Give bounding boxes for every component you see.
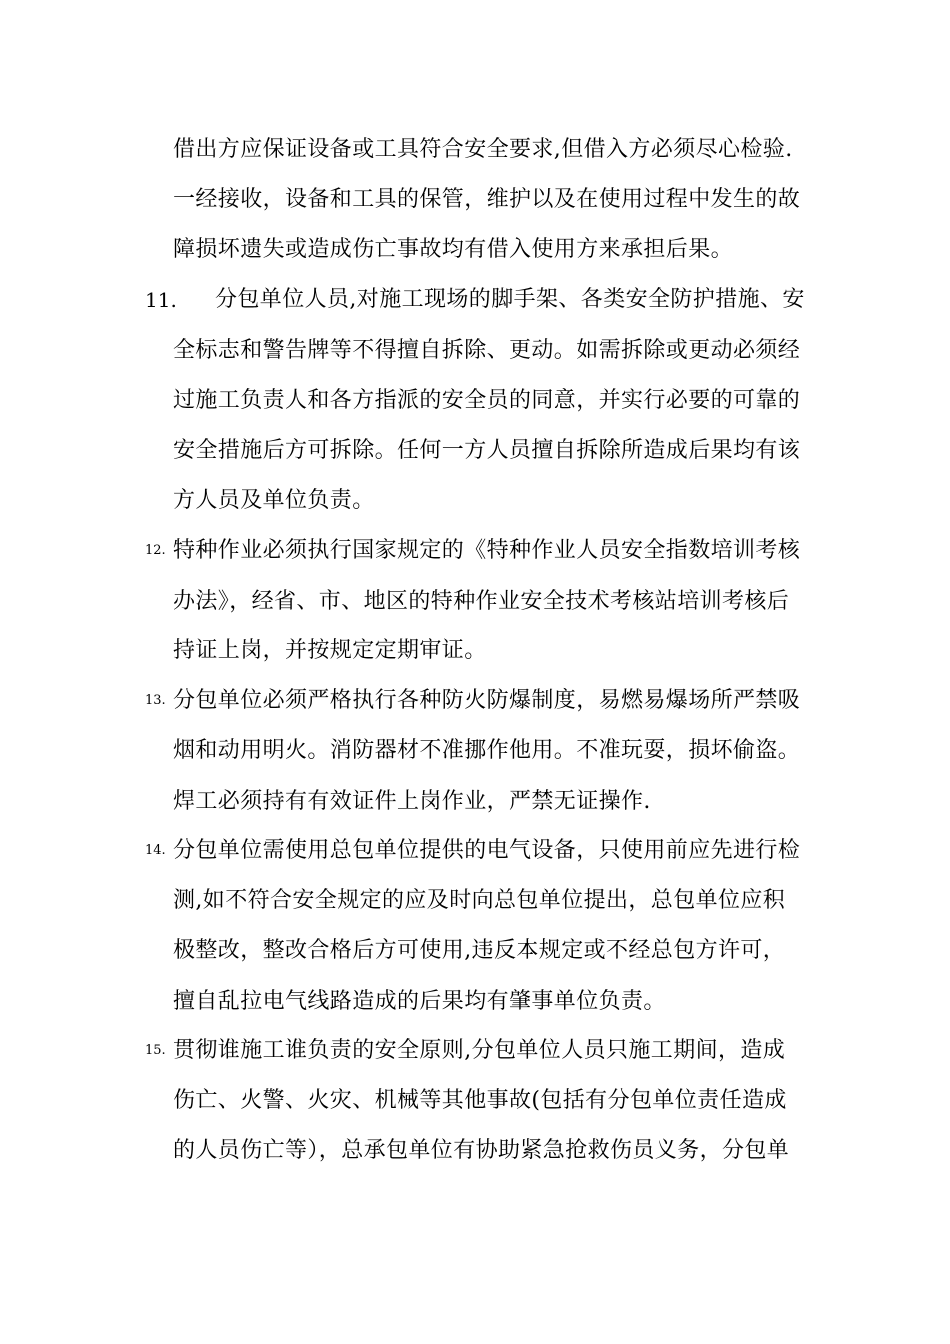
item-number: 13. [145,693,166,708]
paragraph-line: 焊工必须持有有效证件上岗作业，严禁无证操作. [173,789,651,814]
paragraph-line: 安全措施后方可拆除。任何一方人员擅自拆除所造成后果均有该 [173,438,801,463]
item-number: 12. [145,543,166,558]
paragraph-line: 伤亡、火警、火灾、机械等其他事故(包括有分包单位责任造成 [173,1088,787,1113]
paragraph-line: 借出方应保证设备或工具符合安全要求,但借入方必须尽心检验. [173,137,793,162]
paragraph-line: 特种作业必须执行国家规定的《特种作业人员安全指数培训考核 [173,538,801,563]
paragraph-line: 全标志和警告牌等不得擅自拆除、更动。如需拆除或更动必须经 [173,338,801,363]
paragraph-line: 测,如不符合安全规定的应及时向总包单位提出，总包单位应积 [173,888,786,913]
paragraph-line: 烟和动用明火。消防器材不准挪作他用。不准玩耍，损坏偷盗。 [173,738,801,763]
paragraph-line: 极整改，整改合格后方可使用,违反本规定或不经总包方许可， [173,938,786,963]
paragraph-line: 分包单位必须严格执行各种防火防爆制度，易燃易爆场所严禁吸 [173,688,801,713]
paragraph-line: 擅自乱拉电气线路造成的后果均有肇事单位负责。 [173,989,666,1014]
item-number: 11. [145,288,177,312]
paragraph-line: 的人员伤亡等），总承包单位有协助紧急抢救伤员义务，分包单 [173,1138,790,1163]
paragraph-line: 持证上岗，并按规定定期审证。 [173,638,487,663]
paragraph-line: 贯彻谁施工谁负责的安全原则,分包单位人员只施工期间，造成 [173,1038,786,1063]
paragraph-line: 一经接收，设备和工具的保管，维护以及在使用过程中发生的故 [173,187,801,212]
paragraph-line: 分包单位人员,对施工现场的脚手架、各类安全防护措施、安 [215,287,805,312]
paragraph-line: 方人员及单位负责。 [173,488,375,513]
item-number: 15. [145,1043,166,1058]
paragraph-line: 办法》，经省、市、地区的特种作业安全技术考核站培训考核后 [173,589,790,614]
paragraph-line: 分包单位需使用总包单位提供的电气设备，只使用前应先进行检 [173,838,801,863]
paragraph-line: 障损坏遗失或造成伤亡事故均有借入使用方来承担后果。 [173,237,734,262]
paragraph-line: 过施工负责人和各方指派的安全员的同意，并实行必要的可靠的 [173,388,801,413]
item-number: 14. [145,843,166,858]
